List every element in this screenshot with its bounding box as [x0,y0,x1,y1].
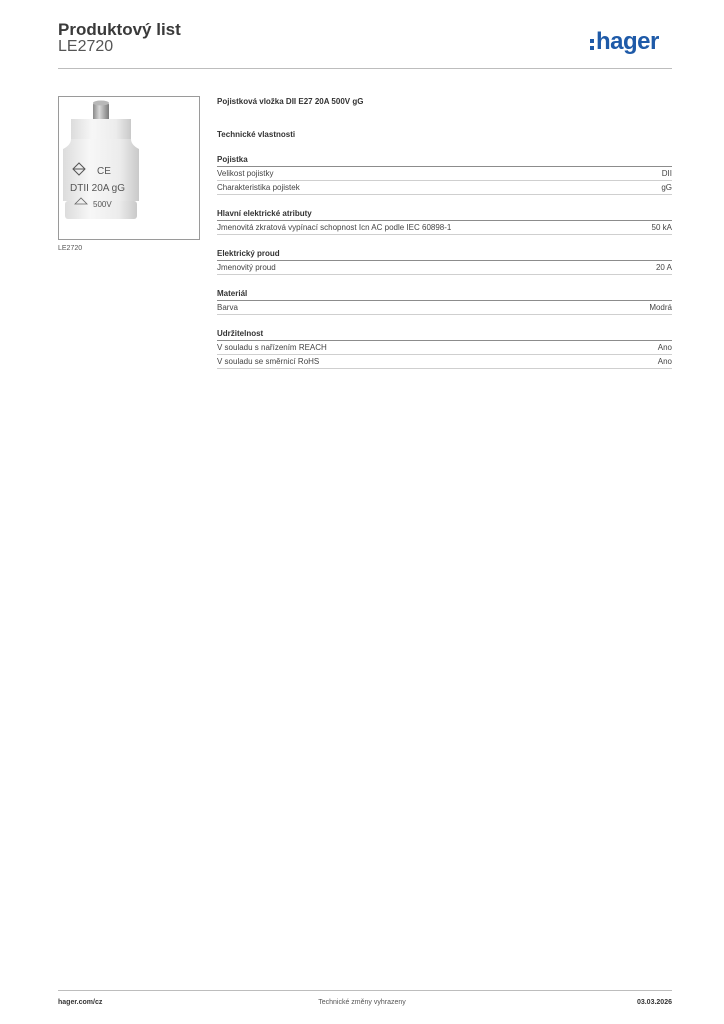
table-row [217,221,672,235]
footer-date: 03.03.2026 [636,999,672,1006]
table-row [217,341,672,355]
logo-text: hager [596,28,659,55]
ce-mark: CE [97,166,111,177]
row-value: DII [661,169,672,178]
row-value: gG [661,183,672,192]
table-row [217,167,672,181]
section-hlavni-elektricke-atributy [217,208,672,235]
row-value: 20 A [655,263,672,272]
section-title: Elektrický proud [217,248,672,261]
table-row [217,301,672,315]
section-udrzitelnost [217,328,672,369]
header-divider [58,68,672,69]
product-name: Pojistková vložka DII E27 20A 500V gG [217,97,364,106]
row-label: V souladu se směrnicí RoHS [217,357,320,366]
row-value: Modrá [649,303,672,312]
row-label: V souladu s nařízením REACH [217,343,327,352]
table-row [217,181,672,195]
row-label: Barva [217,303,238,312]
section-title: Hlavní elektrické atributy [217,208,672,221]
tech-heading: Technické vlastnosti [217,130,296,139]
row-value: Ano [657,343,672,352]
footer-notice: Technické změny vyhrazeny [318,999,406,1006]
footer-divider [58,990,672,991]
hager-logo[interactable] [590,28,659,56]
row-label: Charakteristika pojistek [217,183,300,192]
image-caption: LE2720 [58,245,83,252]
fuse-voltage: 500V [93,200,112,209]
row-label: Jmenovitá zkratová vypínací schopnost Icn AC podle IEC 60898-1 [217,223,452,232]
row-label: Velikost pojistky [217,169,274,178]
section-title: Materiál [217,288,672,301]
section-pojistka [217,154,672,195]
section-title: Udržitelnost [217,328,672,341]
section-elektricky-proud [217,248,672,275]
row-value: 50 kA [651,223,672,232]
row-label: Jmenovitý proud [217,263,276,272]
doc-title: Produktový list [58,20,181,39]
section-material [217,288,672,315]
product-code: LE2720 [58,38,114,55]
section-title: Pojistka [217,154,672,167]
row-value: Ano [657,357,672,366]
logo-dots-icon [590,39,594,50]
table-row [217,355,672,369]
footer-website-link[interactable]: hager.com/cz [58,999,103,1006]
table-row [217,261,672,275]
product-image [58,96,200,240]
fuse-type-rating: DTII 20A gG [70,183,126,194]
spec-content [217,96,672,369]
fuse-illustration [59,97,199,239]
